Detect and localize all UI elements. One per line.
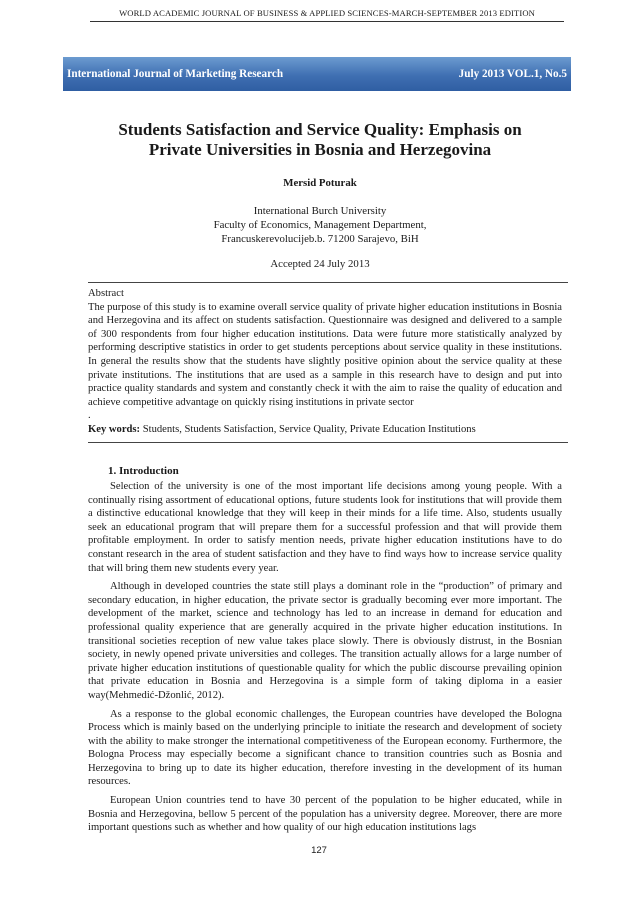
title-line-1: Students Satisfaction and Service Quality: Emphasis on: [118, 120, 522, 139]
abstract-heading: Abstract: [88, 288, 124, 299]
abstract-block: [88, 287, 562, 437]
abstract-text: The purpose of this study is to examine overall service quality of private higher education institutions in Bosnia and Herzegovina and its affect on students satisfaction. Questionnaire was designed and delivered to a sample of 300 respondents from four higher education institutions. Data were future more statistically analyzed by performing descriptive statistics in order to get students perceptions about service quality in these institutions. In general the results show that the students have slightly positive opinion about the service quality at these private institutions. The institutions that are used as a sample in this research have to design and put into practice quality standards and system and constantly check it with the aim to raise the quality of education and achieve competitive advantage on quickly rising institutions in private sector: [88, 301, 562, 408]
paragraph: As a response to the global economic challenges, the European countries have developed the Bologna Process which is mainly based on the underlying principle to initiate the research and development of society with the ability to make stronger the international competitiveness of the European economy. Furthermore, the Bologna Process may especially become a significant chance to transition countries such as Bosnia and Herzegovina to bring up to date its higher education, therefore investing in the development of its human resources.: [88, 708, 562, 788]
paper-title: [80, 120, 560, 160]
page-number: 127: [311, 845, 327, 856]
affiliation-faculty: Faculty of Economics, Management Department,: [213, 219, 427, 231]
affiliation-university: International Burch University: [253, 205, 387, 217]
abstract-top-rule: [88, 282, 568, 283]
paragraph: Although in developed countries the state still plays a dominant role in the “production” of primary and secondary education, in higher education, the private sector is gradually becoming ever more important. The development of the market, science and technology has led to an increase in demand for education and professional quality experience that are generally acquired in the private higher education institutions. In transitional societies reception of new value takes place slowly. There is obviously distrust, in the Bosnian society, in newly opened private universities and colleges. The transition actually allows for a large number of private higher education institutions of questionable quality for which the public discourse prevailing opinion that private education in Bosnia and Herzegovina is a simple form of taking diploma in a easier way(Mehmedić-Džonlić, 2012).: [88, 581, 562, 701]
title-line-2: Private Universities in Bosnia and Herzegovina: [148, 140, 492, 159]
header-rule: [90, 21, 564, 22]
journal-header-line: WORLD ACADEMIC JOURNAL OF BUSINESS & APPLIED SCIENCES-MARCH-SEPTEMBER 2013 EDITION: [119, 8, 535, 18]
keywords-text: Students, Students Satisfaction, Service Quality, Private Education Institutions: [140, 423, 476, 435]
affiliation-address: Francuskerevolucijeb.b. 71200 Sarajevo, BiH: [221, 233, 419, 245]
keywords-label: Key words:: [88, 423, 141, 435]
abstract-bottom-rule: [88, 442, 568, 443]
abstract-dot: .: [88, 410, 91, 422]
author: Mersid Poturak: [283, 177, 357, 189]
keywords: [88, 423, 562, 437]
paragraph: European Union countries tend to have 30 percent of the population to be higher educated, while in Bosnia and Herzegovina, bellow 5 percent of the population has a university degree. Moreover, there are more important questions such as whether and how quality of our high education institutions lags: [88, 795, 562, 834]
section-heading: 1. Introduction: [108, 465, 179, 477]
section-body: [88, 480, 562, 840]
paragraph: Selection of the university is one of the most important life decisions among young people. With a continually rising assortment of educational options, future students look for institutions that will provide them a distinctive educational knowledge that they will keep in their minds for a life time. Also, students usually seek an educational program that will prepare them for a successful profession and that will provide them profitable employment. In order to satisfy mention needs, private higher education institutions have to do constant research in the area of student satisfaction and they have to find ways how to increase service quality that will bring them new students every year.: [88, 481, 562, 574]
accepted-date: Accepted 24 July 2013: [270, 258, 370, 270]
banner-issue: July 2013 VOL.1, No.5: [458, 68, 567, 80]
affiliation: [80, 204, 560, 246]
banner-journal-name: International Journal of Marketing Research: [67, 68, 284, 80]
journal-banner: [63, 57, 571, 91]
